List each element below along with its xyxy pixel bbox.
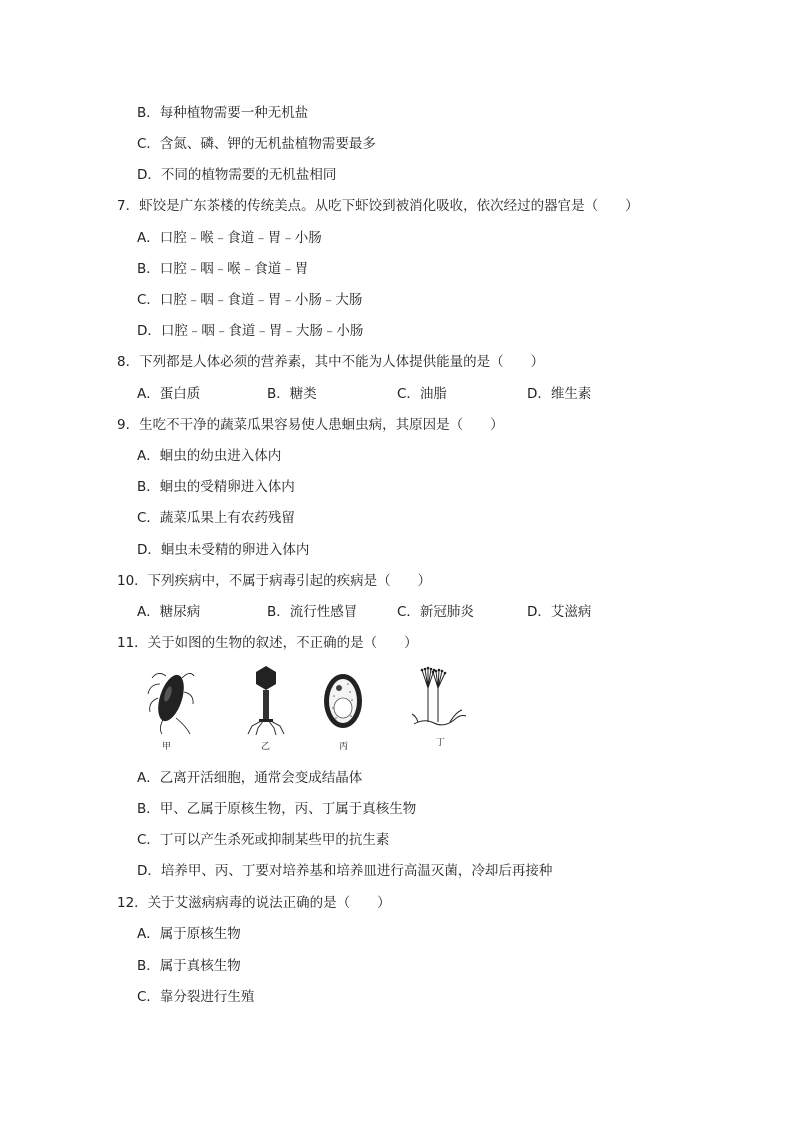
q8-options-row — [137, 385, 657, 403]
q7-option-c: C．口腔﹣咽﹣食道﹣胃﹣小肠﹣大肠 — [137, 292, 363, 308]
q11-stem: 11．关于如图的生物的叙述，不正确的是（ ） — [117, 635, 418, 651]
q11-option-b: B．甲、乙属于原核生物，丙、丁属于真核生物 — [137, 801, 417, 817]
fig-label-jia: 甲 — [162, 742, 172, 752]
q12-option-a: A．属于原核生物 — [137, 926, 241, 942]
q10-option-a: A．糖尿病 — [137, 604, 201, 620]
q12-stem: 12．关于艾滋病病毒的说法正确的是（ ） — [117, 895, 391, 911]
q6-option-b: B．每种植物需要一种无机盐 — [137, 105, 309, 121]
q9-option-c: C．蔬菜瓜果上有农药残留 — [137, 510, 295, 526]
q8-option-c: C．油脂 — [397, 386, 447, 402]
penicillium-illustration — [410, 666, 470, 730]
q9-option-b: B．蛔虫的受精卵进入体内 — [137, 479, 295, 495]
q6-option-d: D．不同的植物需要的无机盐相同 — [137, 167, 337, 183]
q12-option-c: C．靠分裂进行生殖 — [137, 989, 255, 1005]
fig-label-yi: 乙 — [261, 742, 271, 752]
q10-options-row — [137, 603, 657, 621]
yeast-cell-illustration — [322, 672, 364, 730]
q6-option-c: C．含氮、磷、钾的无机盐植物需要最多 — [137, 136, 376, 152]
q11-option-a: A．乙离开活细胞，通常会变成结晶体 — [137, 770, 363, 786]
bacterium-illustration — [146, 668, 196, 736]
q8-option-d: D．维生素 — [527, 386, 592, 402]
q9-option-d: D．蛔虫未受精的卵进入体内 — [137, 542, 310, 558]
q11-option-d: D．培养甲、丙、丁要对培养基和培养皿进行高温灭菌，冷却后再接种 — [137, 863, 553, 879]
q8-stem: 8．下列都是人体必须的营养素，其中不能为人体提供能量的是（ ） — [117, 354, 545, 370]
fig-label-ding: 丁 — [436, 738, 446, 748]
q9-option-a: A．蛔虫的幼虫进入体内 — [137, 448, 282, 464]
q7-option-b: B．口腔﹣咽﹣喉﹣食道﹣胃 — [137, 261, 309, 277]
q11-figure — [140, 664, 480, 754]
q10-option-d: D．艾滋病 — [527, 604, 592, 620]
q10-option-b: B．流行性感冒 — [267, 604, 358, 620]
q10-option-c: C．新冠肺炎 — [397, 604, 474, 620]
q10-stem: 10．下列疾病中，不属于病毒引起的疾病是（ ） — [117, 573, 432, 589]
q11-option-c: C．丁可以产生杀死或抑制某些甲的抗生素 — [137, 832, 390, 848]
q8-option-b: B．糖类 — [267, 386, 317, 402]
q8-option-a: A．蛋白质 — [137, 386, 201, 402]
q7-option-d: D．口腔﹣咽﹣食道﹣胃﹣大肠﹣小肠 — [137, 323, 364, 339]
q12-option-b: B．属于真核生物 — [137, 958, 241, 974]
q7-option-a: A．口腔﹣喉﹣食道﹣胃﹣小肠 — [137, 230, 322, 246]
q7-stem: 7．虾饺是广东茶楼的传统美点。从吃下虾饺到被消化吸收，依次经过的器官是（ ） — [117, 198, 639, 214]
fig-label-bing: 丙 — [339, 742, 349, 752]
q9-stem: 9．生吃不干净的蔬菜瓜果容易使人患蛔虫病，其原因是（ ） — [117, 417, 504, 433]
bacteriophage-illustration — [244, 664, 288, 736]
